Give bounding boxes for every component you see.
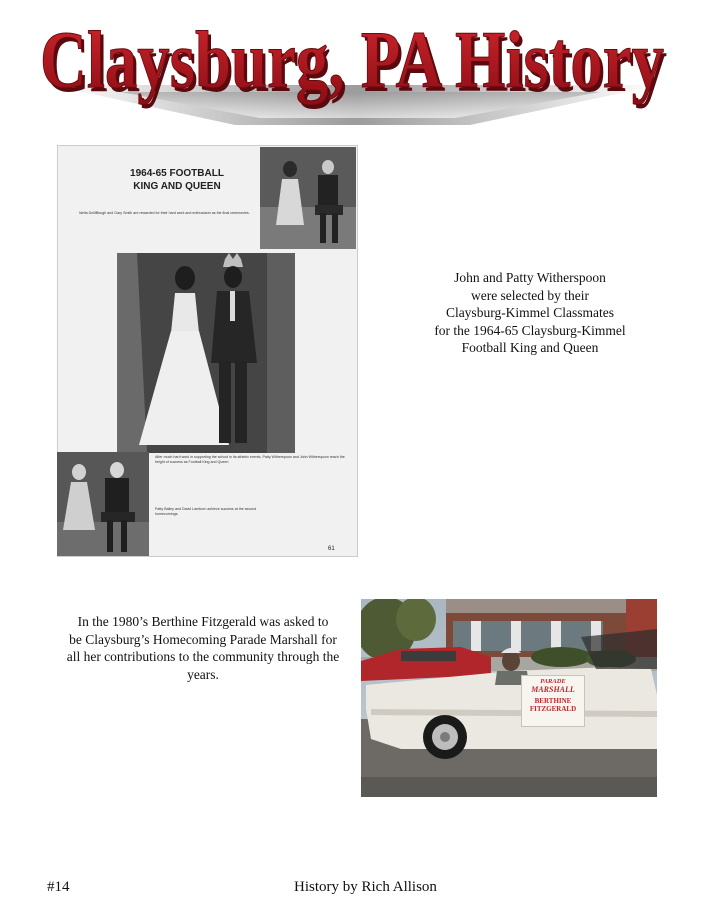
fitzgerald-line: be Claysburg’s Homecoming Parade Marshall for (69, 631, 337, 647)
yearbook-caption-bottom: Patty Bailey and David Lamborn achieve success at the second homecomings. (155, 507, 257, 516)
author-credit: History by Rich Allison (294, 879, 437, 895)
witherspoon-line: were selected by their (470, 287, 590, 303)
witherspoon-line: John and Patty Witherspoon (454, 270, 606, 285)
title-banner (0, 0, 707, 125)
sign-line-parade: PARADE (540, 678, 566, 685)
witherspoon-line: Football King and Queen (461, 340, 599, 355)
parade-marshall-sign (521, 675, 585, 727)
couple-photo-top (260, 147, 356, 249)
yearbook-title-line2: KING AND QUEEN (133, 181, 221, 192)
witherspoon-line: for the 1964-65 Claysburg-Kimmel (434, 322, 626, 338)
sign-line-first-name: BERTHINE (534, 697, 572, 705)
sign-line-last-name: FITZGERALD (529, 705, 577, 713)
yearbook-page-number: 61 (328, 546, 335, 552)
king-queen-photo (117, 253, 295, 453)
page-title: Claysburg, PA History (40, 14, 664, 105)
page-number-label: #14 (47, 879, 70, 895)
fitzgerald-line: years. (187, 666, 219, 682)
witherspoon-line: Claysburg-Kimmel Classmates (445, 305, 615, 320)
parade-marshall-photo (361, 599, 657, 797)
sign-line-marshall: MARSHALL (531, 685, 575, 694)
yearbook-caption-top: Idella Dollifflough and Gary Smith are rewarded for their hard work and enthusiasm as the final ceremonies. (79, 211, 250, 215)
yearbook-title-line1: 1964-65 FOOTBALL (130, 168, 224, 179)
yearbook-title (117, 167, 237, 193)
yearbook-page-photo (57, 145, 358, 557)
title-shadow-text: Claysburg, PA History (43, 18, 667, 109)
couple-photo-bottom (57, 452, 149, 556)
fitzgerald-line: all her contributions to the community through the (66, 649, 340, 664)
fitzgerald-line: In the 1980’s Berthine Fitzgerald was asked to (77, 614, 329, 629)
yearbook-caption-middle: After much hard work in supporting the school in its athletic events, Patty Witherspoon and John Witherspoon reach the height of success as Football King and Queen. (155, 455, 345, 464)
witherspoon-paragraph (405, 269, 655, 357)
fitzgerald-paragraph (57, 613, 349, 683)
